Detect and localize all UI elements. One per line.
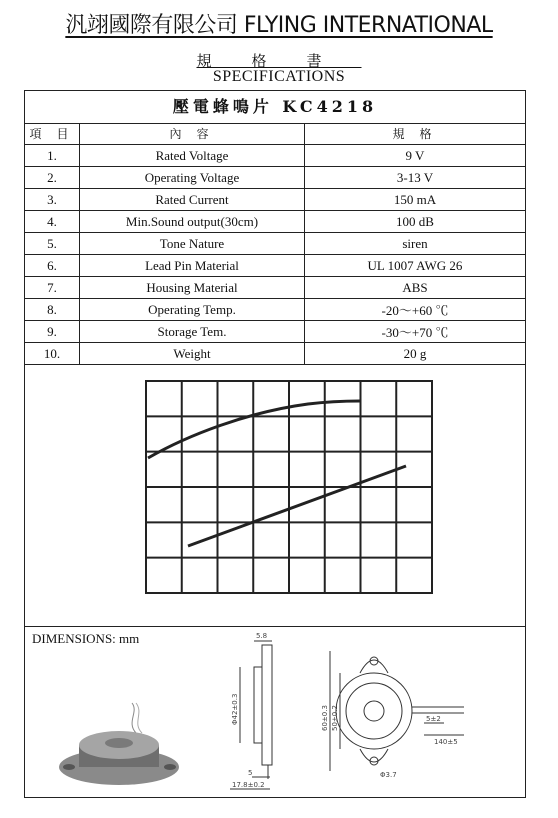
- table-row: [25, 233, 525, 255]
- lead-long-label: 140±5: [434, 738, 458, 746]
- buzzer-center-cap: [105, 738, 133, 748]
- table-row: [25, 343, 525, 365]
- response-graph: [118, 380, 434, 594]
- row-item: Rated Voltage: [80, 145, 305, 167]
- front-outer-label: 60±0.3: [321, 705, 329, 731]
- table-row: [25, 211, 525, 233]
- buzzer-lead-wires: [132, 703, 136, 733]
- spec-heading-chinese: 規格書: [196, 52, 362, 70]
- front-view-bottom-tab: [360, 749, 388, 762]
- buzzer-mount-hole-right: [164, 764, 176, 770]
- company-name: 汎翊國際有限公司 FLYING INTERNATIONAL: [65, 13, 493, 38]
- row-spec: siren: [305, 233, 526, 255]
- front-hole-label: Φ3.7: [380, 771, 397, 779]
- spec-heading-english: SPECIFICATIONS: [212, 68, 346, 85]
- row-item: Operating Voltage: [80, 167, 305, 189]
- row-number: 9.: [25, 321, 80, 343]
- row-spec: 9 V: [305, 145, 526, 167]
- row-number: 3.: [25, 189, 80, 211]
- table-row: [25, 189, 525, 211]
- row-item: Tone Nature: [80, 233, 305, 255]
- front-view-drawing: [330, 651, 464, 771]
- row-item: Min.Sound output(30cm): [80, 211, 305, 233]
- dimensions-label: DIMENSIONS: mm: [32, 631, 140, 646]
- graph-gridlines: [146, 381, 432, 593]
- spec-table: [25, 123, 525, 365]
- table-row: [25, 255, 525, 277]
- front-view-outer-ring: [336, 673, 412, 749]
- row-spec: 20 g: [305, 343, 526, 365]
- front-view-top-tab: [360, 660, 388, 673]
- table-row: [25, 167, 525, 189]
- side-total-label: 17.8±0.2: [232, 781, 265, 789]
- row-spec: -20～+60 ℃: [305, 299, 526, 321]
- lead-short-label: 5±2: [426, 715, 441, 723]
- side-pin-label: 5: [248, 769, 253, 777]
- row-item: Storage Tem.: [80, 321, 305, 343]
- row-number: 4.: [25, 211, 80, 233]
- front-inner-label: 50±0.2: [331, 705, 339, 731]
- row-item: Housing Material: [80, 277, 305, 299]
- product-title: 壓電蜂鳴片 KC4218: [25, 91, 525, 124]
- row-spec: UL 1007 AWG 26: [305, 255, 526, 277]
- row-spec: 150 mA: [305, 189, 526, 211]
- side-width-label: 5.8: [256, 632, 268, 640]
- side-view-flange: [262, 645, 272, 765]
- table-row: [25, 277, 525, 299]
- front-view-center: [364, 701, 384, 721]
- lower-response-curve: [188, 466, 406, 546]
- buzzer-lead-wires-2: [136, 703, 142, 733]
- spec-table-header: [25, 123, 525, 145]
- table-row: [25, 145, 525, 167]
- front-view-inner-ring: [346, 683, 402, 739]
- row-item: Rated Current: [80, 189, 305, 211]
- row-spec: 3-13 V: [305, 167, 526, 189]
- row-number: 1.: [25, 145, 80, 167]
- row-spec: ABS: [305, 277, 526, 299]
- row-number: 2.: [25, 167, 80, 189]
- buzzer-mount-hole-left: [63, 764, 75, 770]
- side-view-body: [254, 667, 262, 743]
- dimension-drawings: [24, 627, 526, 797]
- header-item-no: 項 目: [25, 123, 80, 145]
- row-spec: 100 dB: [305, 211, 526, 233]
- row-item: Weight: [80, 343, 305, 365]
- row-item: Lead Pin Material: [80, 255, 305, 277]
- row-item: Operating Temp.: [80, 299, 305, 321]
- header-spec: 規 格: [305, 123, 526, 145]
- row-spec: -30～+70 ℃: [305, 321, 526, 343]
- table-row: [25, 321, 525, 343]
- row-number: 8.: [25, 299, 80, 321]
- buzzer-photo: [59, 703, 179, 785]
- side-diameter-label: Φ42±0.3: [231, 693, 239, 725]
- header-content: 內 容: [80, 123, 305, 145]
- row-number: 7.: [25, 277, 80, 299]
- table-row: [25, 299, 525, 321]
- row-number: 5.: [25, 233, 80, 255]
- row-number: 10.: [25, 343, 80, 365]
- row-number: 6.: [25, 255, 80, 277]
